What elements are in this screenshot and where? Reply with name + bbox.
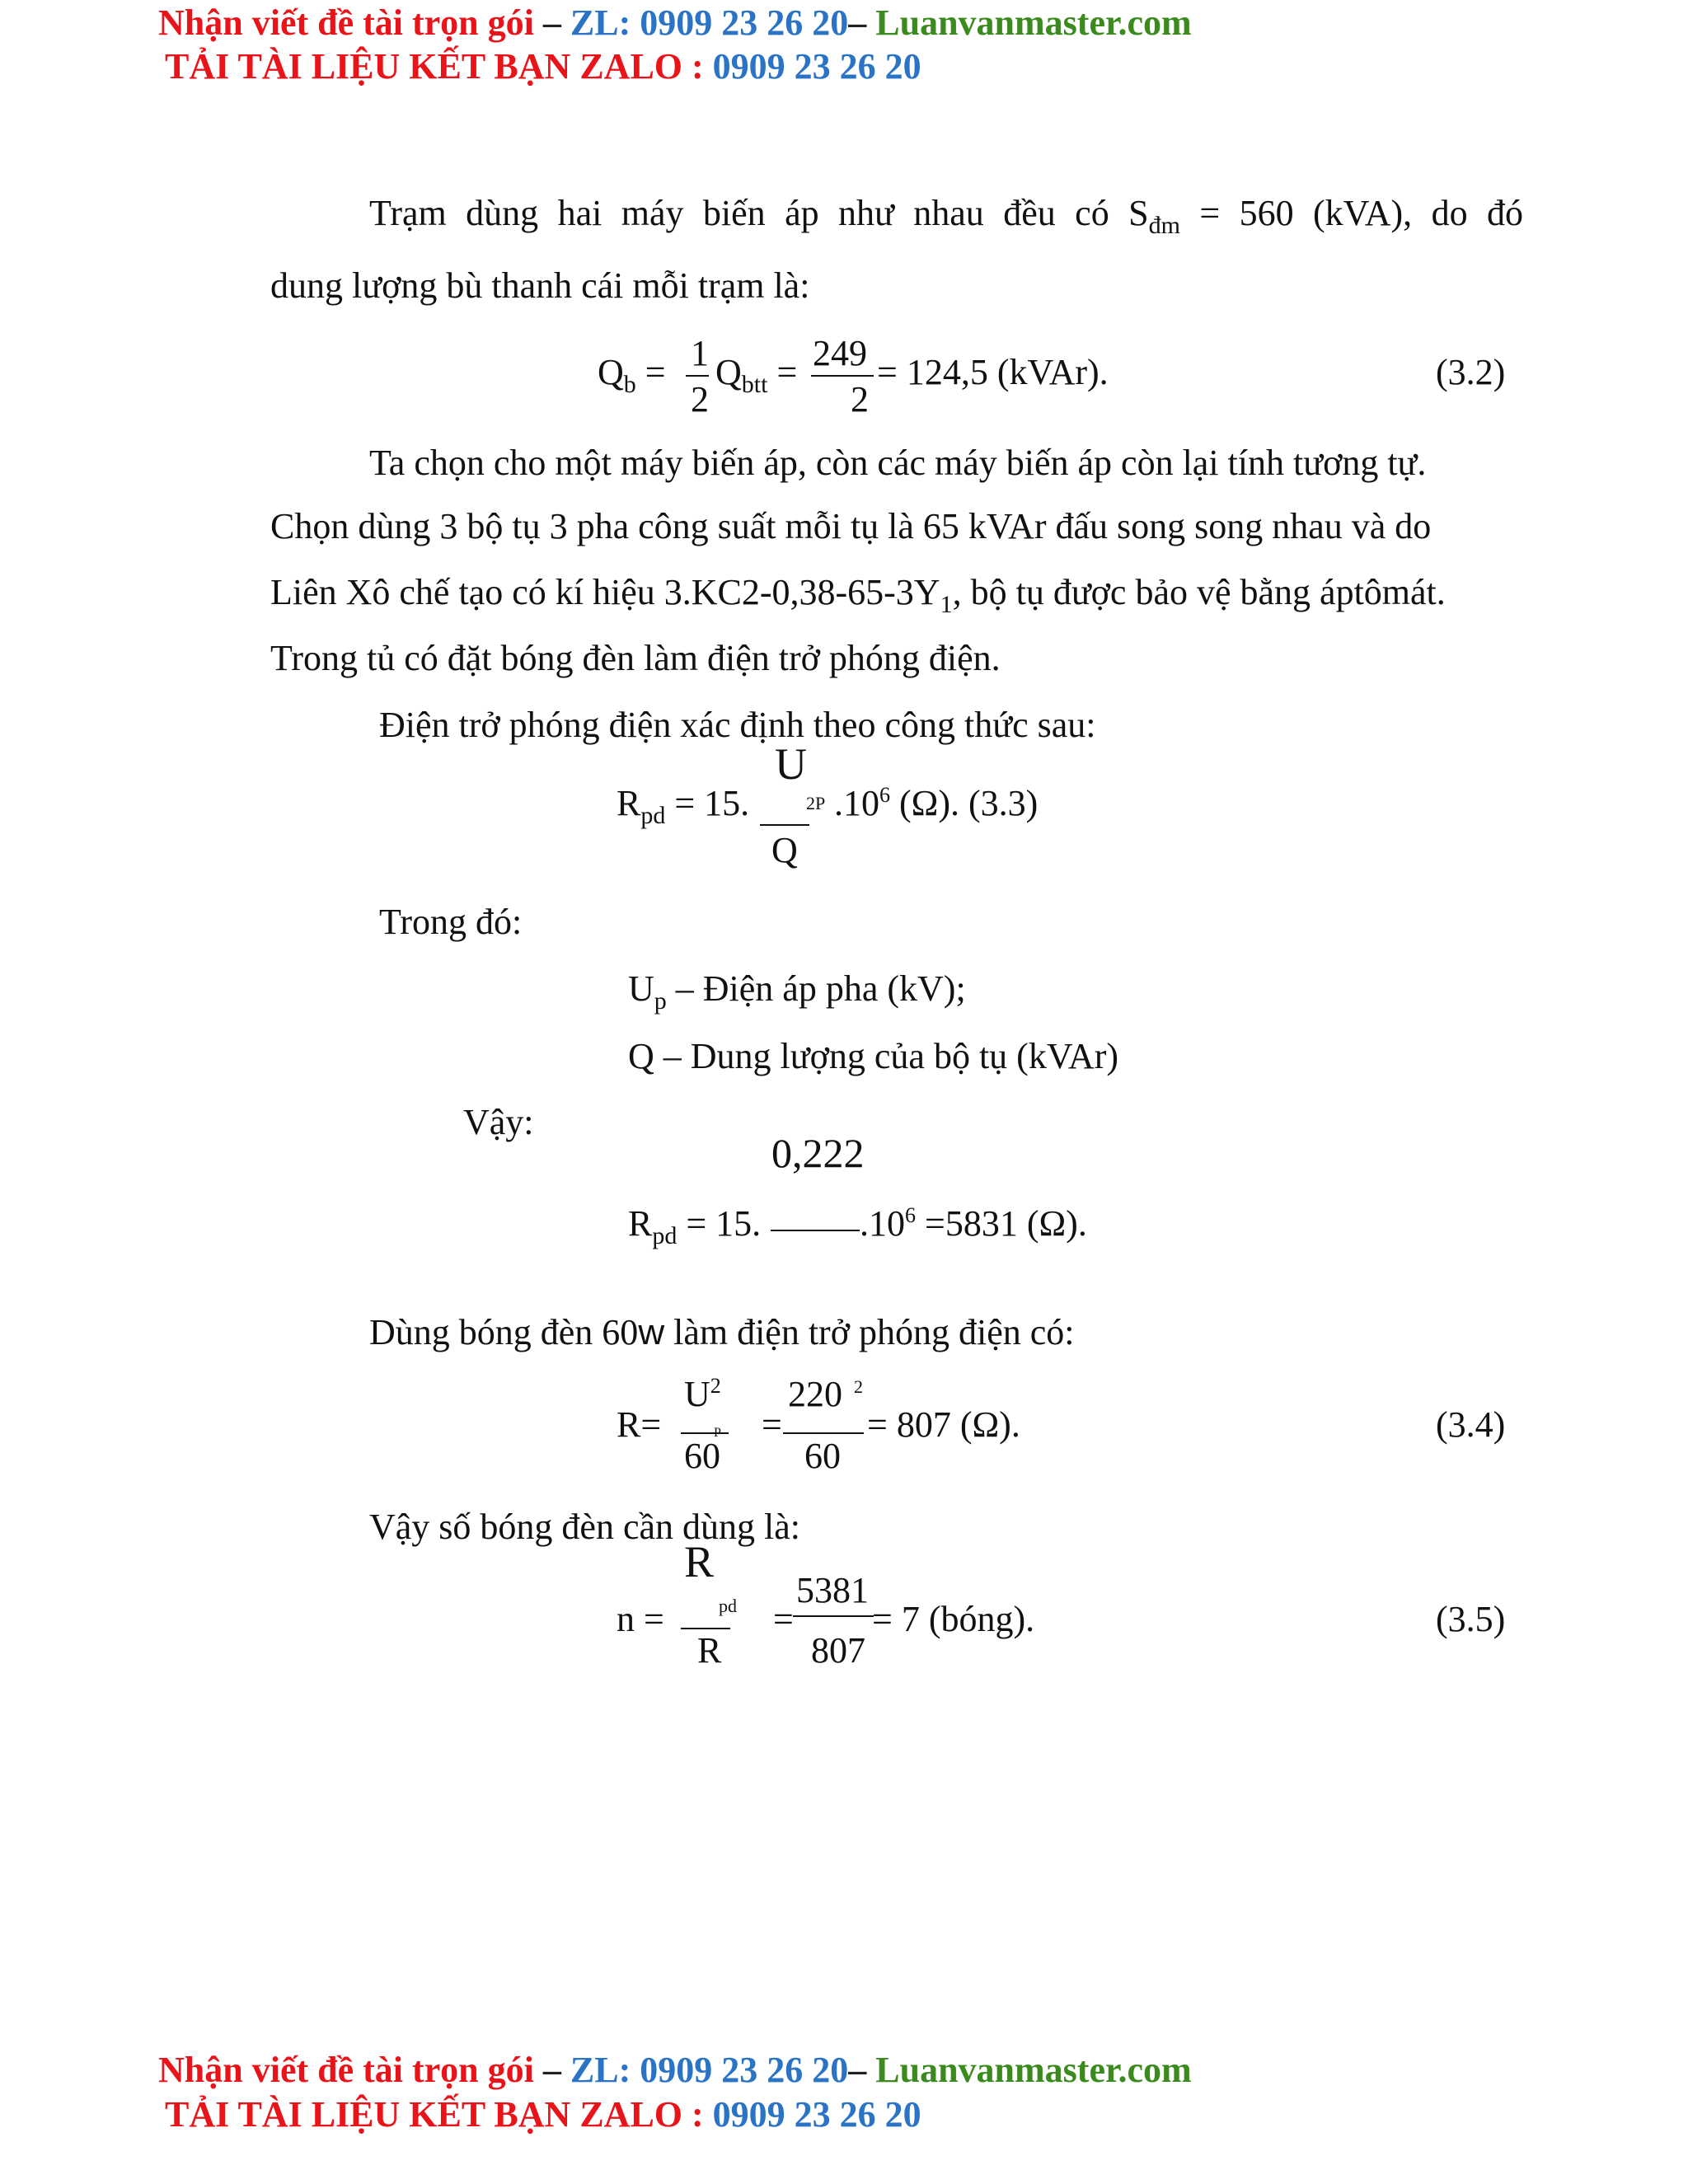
paragraph-2-line-1: Ta chọn cho một máy biến áp, còn các máy biến áp còn lại tính tương tự. xyxy=(369,443,1427,483)
header-zalo-link[interactable]: ZL: 0909 23 26 20 xyxy=(570,2,849,43)
paragraph-2-line-3: Liên Xô chế tạo có kí hiệu $3.KC2-0,38-65-3Y_1$, bộ tụ được bảo vệ bằng áptômát. xyxy=(270,572,1446,618)
paragraph-1-line-2: dung lượng bù thanh cái mỗi trạm là: xyxy=(270,265,810,306)
paragraph-4: Dùng bóng đèn 60w làm điện trở phóng điện có: xyxy=(369,1312,1075,1352)
equation-ref-3-4: (3.4) xyxy=(1436,1404,1506,1445)
header-site-link[interactable]: Luanvanmaster.com xyxy=(875,2,1192,43)
where-label: Trong đó: xyxy=(379,902,523,942)
paragraph-5: Vậy số bóng đèn cần dùng là: xyxy=(369,1507,800,1547)
paragraph-1-line-1: Trạm dùng hai máy biến áp như nhau đều có $S_{đm} = 560$ (kVA), do đó xyxy=(369,193,1524,239)
header-banner-line1: Nhận viết đề tài trọn gói – ZL: 0909 23 26 20– Luanvanmaster.com xyxy=(158,2,1192,43)
header-banner-line2: TẢI TÀI LIỆU KẾT BẠN ZALO : 0909 23 26 20 xyxy=(165,46,921,87)
vay-label: Vậy: xyxy=(463,1102,534,1142)
where-up-line: $U_p$ – Điện áp pha (kV); xyxy=(628,968,966,1015)
footer-banner-line2: TẢI TÀI LIỆU KẾT BẠN ZALO : 0909 23 26 20 xyxy=(165,2094,921,2135)
footer-zalo-link[interactable]: ZL: 0909 23 26 20 xyxy=(570,2050,849,2090)
paragraph-2-line-2: Chọn dùng 3 bộ tụ 3 pha công suất mỗi tụ là 65 kVAr đấu song song nhau và do xyxy=(270,506,1432,546)
footer-site-link[interactable]: Luanvanmaster.com xyxy=(875,2050,1192,2090)
where-q-line: Q – Dung lượng của bộ tụ (kVAr) xyxy=(628,1036,1119,1076)
equation-ref-3-5: (3.5) xyxy=(1436,1599,1506,1639)
footer-banner-line1: Nhận viết đề tài trọn gói – ZL: 0909 23 26 20– Luanvanmaster.com xyxy=(158,2050,1192,2090)
paragraph-3: Điện trở phóng điện xác định theo công thức sau: xyxy=(379,705,1096,745)
equation-ref-3-2: (3.2) xyxy=(1436,352,1506,392)
paragraph-2-line-4: Trong tủ có đặt bóng đèn làm điện trở phóng điện. xyxy=(270,638,1001,678)
